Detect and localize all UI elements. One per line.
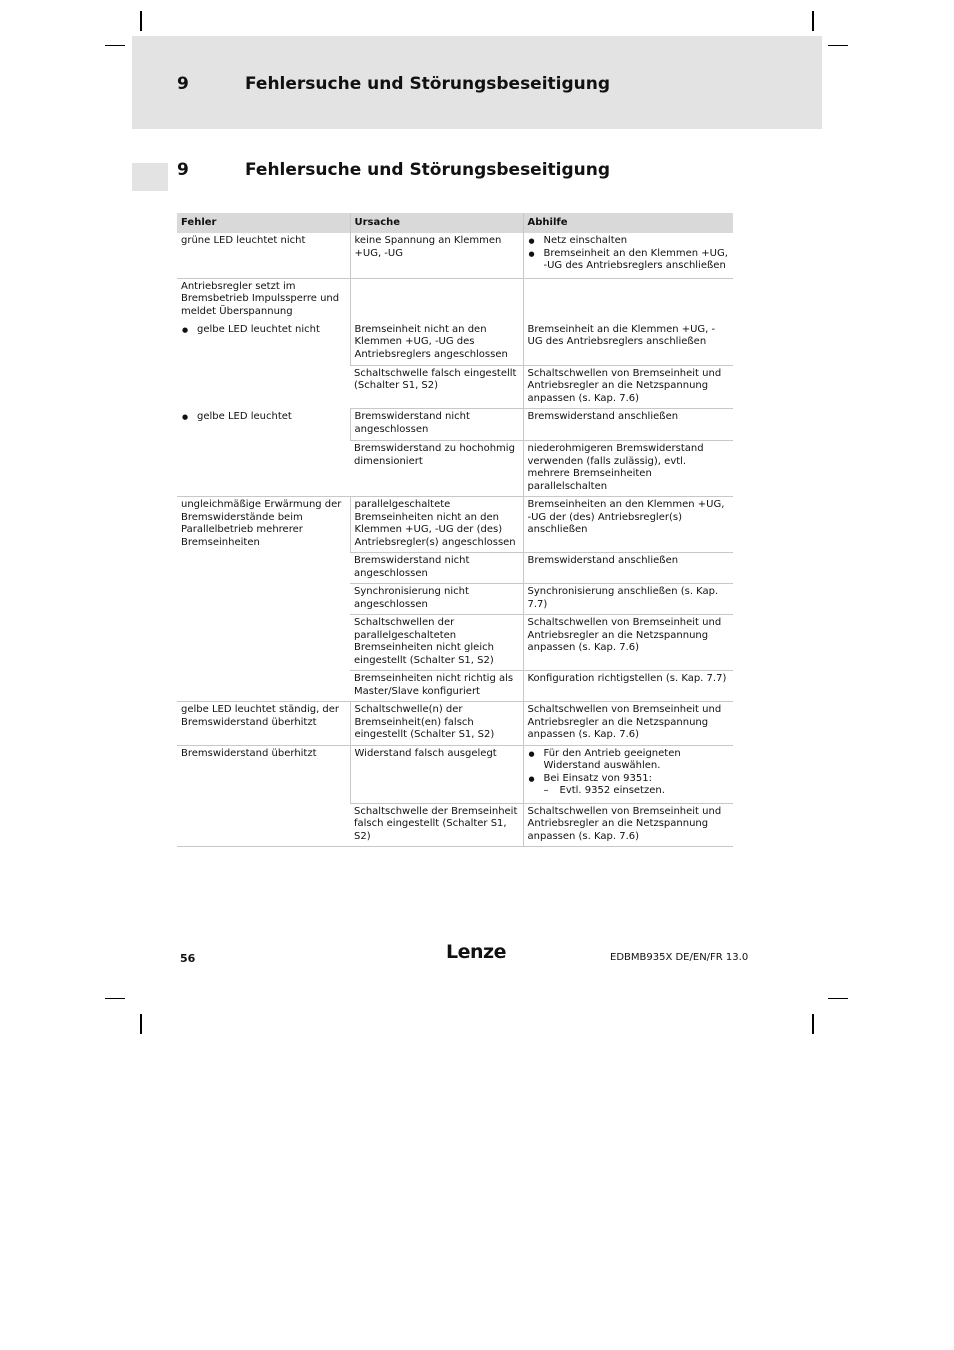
ursache-cell: Synchronisierung nicht angeschlossen — [350, 584, 523, 615]
ursache-cell: Bremswiderstand nicht angeschlossen — [350, 409, 523, 441]
fehler-cell: gelbe LED leuchtet ständig, der Bremswiderstand überhitzt — [177, 702, 350, 746]
crop-mark — [105, 45, 125, 46]
crop-mark — [140, 11, 142, 31]
document-id: EDBMB935X DE/EN/FR 13.0 — [610, 952, 749, 963]
abhilfe-cell: Bremseinheit an die Klemmen +UG, -UG des Antriebsreglers anschließen — [523, 278, 733, 365]
ursache-cell: Schaltschwelle(n) der Bremseinheit(en) falsch eingestellt (Schalter S1, S2) — [350, 702, 523, 746]
ursache-cell: Bremswiderstand nicht angeschlossen — [350, 553, 523, 584]
table-row — [177, 409, 733, 441]
abhilfe-cell: Konfiguration richtigstellen (s. Kap. 7.7) — [523, 671, 733, 702]
fehler-cell: ungleichmäßige Erwärmung der Bremswiderstände beim Parallelbetrieb mehrerer Bremseinheiten — [177, 497, 350, 702]
list-item: ● Bremseinheit an den Klemmen +UG, -UG des Antriebsreglers anschließen — [528, 248, 731, 273]
ursache-cell: parallelgeschaltete Bremseinheiten nicht an den Klemmen +UG, -UG der (des) Antriebsregler(s) angeschlossen — [350, 497, 523, 553]
chapter-number: 9 — [177, 74, 189, 94]
abhilfe-cell — [523, 233, 733, 278]
list-item: ● Netz einschalten — [528, 235, 731, 248]
abhilfe-cell: Schaltschwellen von Bremseinheit und Antriebsregler an die Netzspannung anpassen (s. Kap. 7.6) — [523, 365, 733, 409]
list-item: ● Für den Antrieb geeigneten Widerstand auswählen. — [528, 748, 731, 773]
ursache-cell: Schaltschwellen der parallelgeschalteten Bremseinheiten nicht gleich eingestellt (Schalter S1, S2) — [350, 615, 523, 671]
crop-mark — [140, 1014, 142, 1034]
section-tab — [132, 163, 168, 191]
column-header-ursache: Ursache — [350, 213, 523, 233]
list-item: ● Bei Einsatz von 9351: — [528, 773, 731, 786]
column-header-fehler: Fehler — [177, 213, 350, 233]
abhilfe-cell: Bremswiderstand anschließen — [523, 553, 733, 584]
ursache-cell: Widerstand falsch ausgelegt — [350, 745, 523, 803]
table-header-row — [177, 213, 733, 233]
troubleshooting-table — [177, 213, 733, 847]
list-subitem: – Evtl. 9352 einsetzen. — [528, 785, 731, 798]
ursache-cell: Schaltschwelle falsch eingestellt (Schalter S1, S2) — [350, 365, 523, 409]
list-item: ● gelbe LED leuchtet nicht — [181, 324, 347, 337]
section-number: 9 — [177, 160, 189, 180]
ursache-cell: Bremseinheiten nicht richtig als Master/Slave konfiguriert — [350, 671, 523, 702]
crop-mark — [828, 45, 848, 46]
lenze-logo: Lenze — [446, 941, 506, 963]
page-number: 56 — [180, 952, 196, 965]
column-header-abhilfe: Abhilfe — [523, 213, 733, 233]
crop-mark — [105, 998, 125, 999]
abhilfe-cell: Bremseinheiten an den Klemmen +UG, -UG der (des) Antriebsregler(s) anschließen — [523, 497, 733, 553]
chapter-title: Fehlersuche und Störungsbeseitigung — [245, 74, 611, 94]
ursache-cell: keine Spannung an Klemmen +UG, -UG — [350, 233, 523, 278]
fehler-cell: grüne LED leuchtet nicht — [177, 233, 350, 278]
abhilfe-cell: Synchronisierung anschließen (s. Kap. 7.7) — [523, 584, 733, 615]
crop-mark — [812, 1014, 814, 1034]
abhilfe-cell: Schaltschwellen von Bremseinheit und Antriebsregler an die Netzspannung anpassen (s. Kap. 7.6) — [523, 702, 733, 746]
table-row — [177, 745, 733, 803]
abhilfe-cell — [523, 745, 733, 803]
fehler-cell: Bremswiderstand überhitzt — [177, 745, 350, 847]
table-row — [177, 278, 733, 365]
crop-mark — [828, 998, 848, 999]
list-item: ● gelbe LED leuchtet — [181, 411, 347, 424]
table-row — [177, 233, 733, 278]
ursache-cell: Bremseinheit nicht an den Klemmen +UG, -UG des Antriebsreglers angeschlossen — [350, 278, 523, 365]
abhilfe-cell: Schaltschwellen von Bremseinheit und Antriebsregler an die Netzspannung anpassen (s. Kap. 7.6) — [523, 803, 733, 847]
section-title: Fehlersuche und Störungsbeseitigung — [245, 160, 611, 180]
fehler-cell — [177, 409, 350, 497]
crop-mark — [812, 11, 814, 31]
abhilfe-cell: Bremswiderstand anschließen — [523, 409, 733, 441]
fehler-text: Antriebsregler setzt im Bremsbetrieb Impulssperre und meldet Überspannung — [181, 280, 340, 317]
table-row — [177, 497, 733, 553]
ursache-cell: Schaltschwelle der Bremseinheit falsch eingestellt (Schalter S1, S2) — [350, 803, 523, 847]
ursache-cell: Bremswiderstand zu hochohmig dimensioniert — [350, 441, 523, 497]
fehler-cell — [177, 278, 350, 409]
abhilfe-cell: niederohmigeren Bremswiderstand verwenden (falls zulässig), evtl. mehrere Bremseinheiten parallelschalten — [523, 441, 733, 497]
table-row — [177, 702, 733, 746]
abhilfe-cell: Schaltschwellen von Bremseinheit und Antriebsregler an die Netzspannung anpassen (s. Kap. 7.6) — [523, 615, 733, 671]
